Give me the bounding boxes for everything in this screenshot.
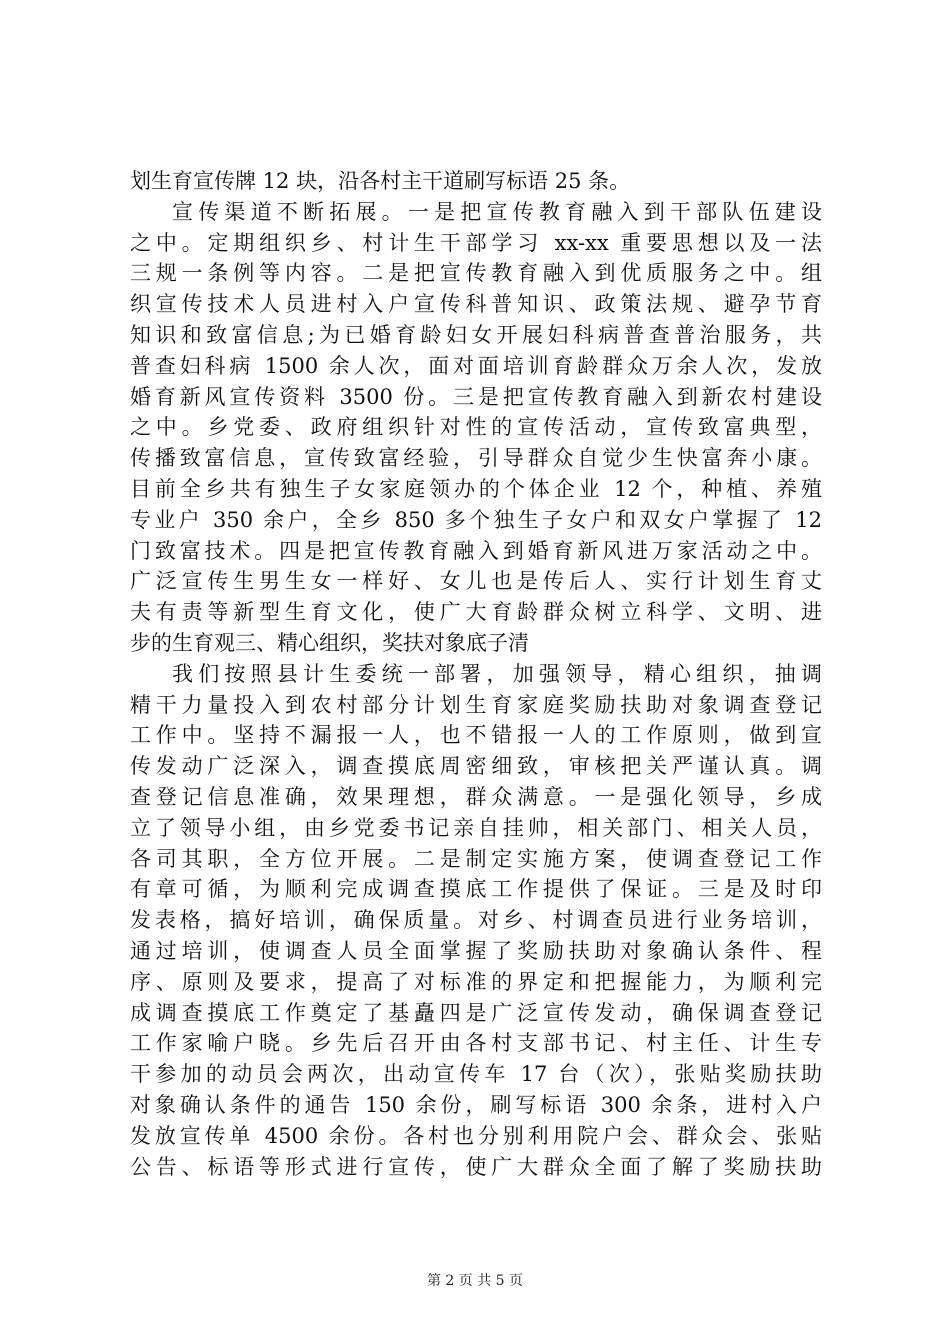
paragraph-first-line: 宣传渠道不断拓展。一是把宣传教育融入到干部队伍建设 [172,199,822,224]
text-line: 目前全乡共有独生子女家庭领办的个体企业 12 个，种植、养殖 [130,476,822,501]
text-line: 立了领导小组，由乡党委书记亲自挂帅，相关部门、相关人员， [130,815,822,840]
text-line: 公告、标语等形式进行宣传，使广大群众全面了解了奖励扶助 [130,1154,822,1179]
text-line: 之中。定期组织乡、村计生干部学习 xx-xx 重要思想以及一法 [130,230,822,255]
text-line: 发放宣传单 4500 余份。各村也分别利用院户会、群众会、张贴 [130,1123,822,1148]
document-body [130,166,822,1182]
text-line: 干参加的动员会两次，出动宣传车 17 台（次），张贴奖励扶助 [130,1062,822,1087]
text-line: 工作中。坚持不漏报一人，也不错报一人的工作原则，做到宣 [130,723,822,748]
text-line: 各司其职，全方位开展。二是制定实施方案，使调查登记工作 [130,846,822,871]
text-line: 织宣传技术人员进村入户宣传科普知识、政策法规、避孕节育 [130,292,822,317]
text-line: 三规一条例等内容。二是把宣传教育融入到优质服务之中。组 [130,261,822,286]
text-line: 知识和致富信息;为已婚育龄妇女开展妇科病普查普治服务，共 [130,322,822,347]
text-line: 之中。乡党委、政府组织针对性的宣传活动，宣传致富典型， [130,415,822,440]
text-line: 划生育宣传牌 12 块，沿各村主干道刷写标语 25 条。 [130,169,631,193]
text-line: 对象确认条件的通告 150 余份，刷写标语 300 余条，进村入户 [130,1092,822,1117]
text-line: 婚育新风宣传资料 3500 份。三是把宣传教育融入到新农村建设 [130,384,822,409]
text-line: 传播致富信息，宣传致富经验，引导群众自觉少生快富奔小康。 [130,446,822,471]
text-line: 通过培训，使调查人员全面掌握了奖励扶助对象确认条件、程 [130,938,822,963]
text-line: 查登记信息准确，效果理想，群众满意。一是强化领导，乡成 [130,784,822,809]
text-line: 步的生育观三、精心组织，奖扶对象底子清 [130,630,529,655]
text-line: 专业户 350 余户，全乡 850 多个独生子女户和双女户掌握了 12 [130,507,822,532]
text-line: 普查妇科病 1500 余人次，面对面培训育龄群众万余人次，发放 [130,353,822,378]
text-line: 广泛宣传生男生女一样好、女儿也是传后人、实行计划生育丈 [130,569,822,594]
text-line: 序、原则及要求，提高了对标准的界定和把握能力，为顺利完 [130,969,822,994]
text-line: 门致富技术。四是把宣传教育融入到婚育新风进万家活动之中。 [130,538,822,563]
page-number-footer: 第 2 页 共 5 页 [426,1273,524,1289]
text-line: 夫有责等新型生育文化，使广大育龄群众树立科学、文明、进 [130,600,822,625]
paragraph-first-line: 我们按照县计生委统一部署，加强领导，精心组织，抽调 [172,661,822,686]
text-line: 工作家喻户晓。乡先后召开由各村支部书记、村主任、计生专 [130,1031,822,1056]
text-line: 成调查摸底工作奠定了基矗四是广泛宣传发动，确保调查登记 [130,1000,822,1025]
text-line: 发表格，搞好培训，确保质量。对乡、村调查员进行业务培训， [130,908,822,933]
text-line: 传发动广泛深入，调查摸底周密细致，审核把关严谨认真。调 [130,754,822,779]
text-line: 精干力量投入到农村部分计划生育家庭奖励扶助对象调查登记 [130,692,822,717]
text-line: 有章可循，为顺利完成调查摸底工作提供了保证。三是及时印 [130,877,822,902]
